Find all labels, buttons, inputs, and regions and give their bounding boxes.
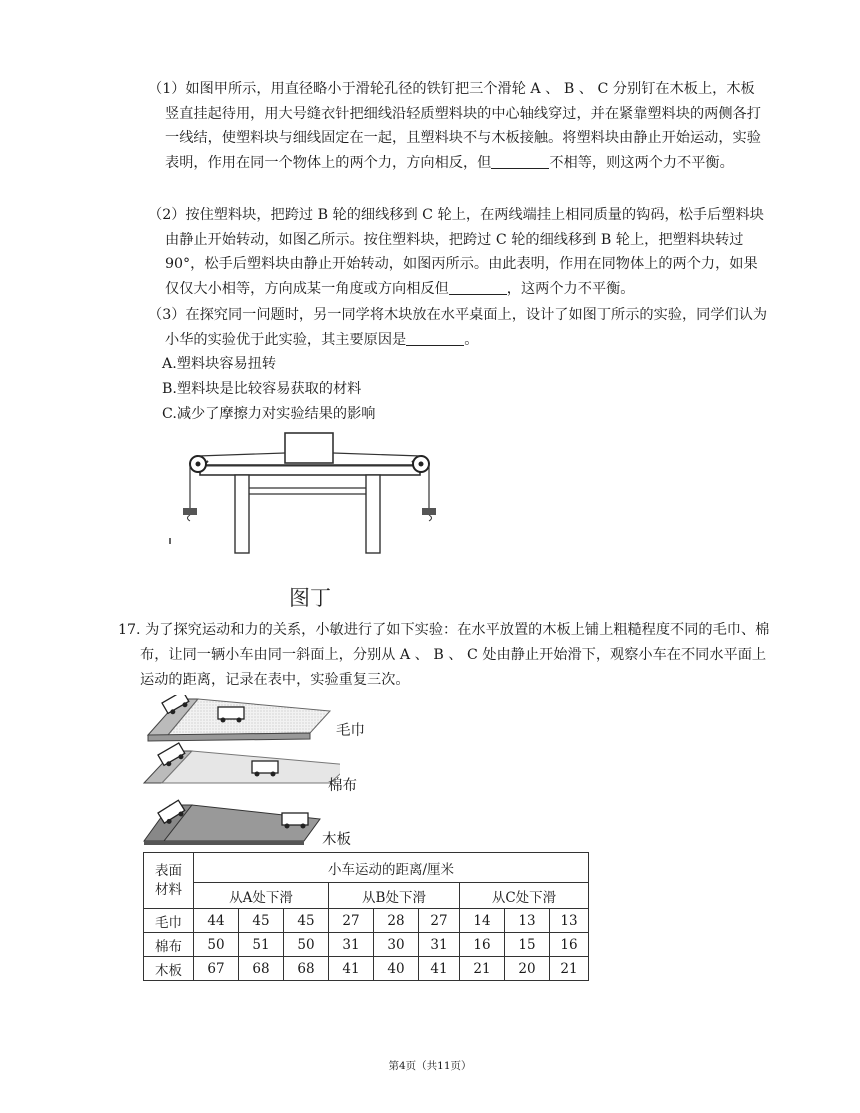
- corner-header: 表面 材料: [144, 853, 194, 909]
- option-c: C.减少了摩擦力对实验结果的影响: [162, 406, 376, 422]
- group-header-a: 从A处下滑: [194, 883, 329, 909]
- option-a: A.塑料块容易扭转: [162, 356, 277, 372]
- cell: 44: [194, 909, 239, 933]
- answer-blank-3[interactable]: [406, 331, 464, 346]
- cell: 51: [239, 933, 284, 957]
- q16-part1-end: 不相等，则这两个力不平衡。: [549, 154, 734, 171]
- cell: 30: [374, 933, 419, 957]
- cell: 41: [329, 957, 374, 981]
- cell: 27: [419, 909, 460, 933]
- table-row: [144, 957, 589, 981]
- figure-ding-label: 图丁: [289, 586, 331, 610]
- answer-blank-2[interactable]: [449, 280, 507, 295]
- cell: 45: [239, 909, 284, 933]
- cell: 68: [239, 957, 284, 981]
- q16-part3-end: 。: [464, 331, 479, 348]
- table-main-header: 小车运动的距离/厘米: [194, 853, 589, 883]
- cell: 50: [284, 933, 329, 957]
- cell: 41: [419, 957, 460, 981]
- figure-ding-diagram: [160, 428, 450, 563]
- group-header-b: 从B处下滑: [329, 883, 460, 909]
- q16-part2: [148, 203, 768, 301]
- row-material: 毛巾: [144, 909, 194, 933]
- cell: 31: [419, 933, 460, 957]
- cell: 16: [550, 933, 589, 957]
- cell: 14: [460, 909, 505, 933]
- cell: 28: [374, 909, 419, 933]
- table-row: [144, 909, 589, 933]
- q16-part3: [148, 303, 768, 352]
- cell: 31: [329, 933, 374, 957]
- q16-part2-text: （2）按住塑料块，把跨过 B 轮的细线移到 C 轮上，在两线端挂上相同质量的钩码，松手后塑料块由静止开始转动，如图乙所示。按住塑料块，把跨过 C 轮的细线移到 B 轮上，把塑料块转过 90°，松手后塑料块由静止开始转动，如图丙所示。由此表明，作用在同物体上的两个力，如果仅仅大小相等，方向成某一角度或方向相反但: [148, 207, 764, 297]
- q16-part1: [148, 77, 768, 175]
- cell: 13: [505, 909, 550, 933]
- label-wood: 木板: [322, 832, 351, 848]
- cell: 68: [284, 957, 329, 981]
- q17-text: 17. 为了探究运动和力的关系，小敏进行了如下实验：在水平放置的木板上铺上粗糙程度不同的毛巾、棉布，让同一辆小车由同一斜面上，分别从 A 、 B 、 C 处由静止开始滑下，观察小车在不同水平面上运动的距离，记录在表中，实验重复三次。: [118, 622, 770, 688]
- cell: 21: [460, 957, 505, 981]
- cell: 21: [550, 957, 589, 981]
- ramp-figure: [140, 695, 340, 850]
- row-material: 棉布: [144, 933, 194, 957]
- cell: 15: [505, 933, 550, 957]
- cell: 40: [374, 957, 419, 981]
- q16-part3-text: （3）在探究同一问题时，另一同学将木块放在水平桌面上，设计了如图丁所示的实验，同学们认为小华的实验优于此实验，其主要原因是: [148, 307, 768, 348]
- answer-blank-1[interactable]: [491, 154, 549, 169]
- cell: 20: [505, 957, 550, 981]
- option-b: B.塑料块是比较容易获取的材料: [162, 381, 362, 397]
- table-row: [144, 933, 589, 957]
- cell: 27: [329, 909, 374, 933]
- q16-part1-text: （1）如图甲所示，用直径略小于滑轮孔径的铁钉把三个滑轮 A 、 B 、 C 分别钉在木板上，木板竖直挂起待用，用大号缝衣针把细线沿轻质塑料块的中心轴线穿过，并在紧靠塑料块的两侧各打一线结，使塑料块与细线固定在一起，且塑料块不与木板接触。将塑料块由静止开始运动，实验表明，作用在同一个物体上的两个力，方向相反，但: [148, 81, 761, 171]
- page-footer: 第4页（共11页）: [388, 1060, 472, 1072]
- label-cotton: 棉布: [328, 778, 357, 794]
- label-towel: 毛巾: [336, 723, 365, 739]
- group-header-c: 从C处下滑: [460, 883, 589, 909]
- row-material: 木板: [144, 957, 194, 981]
- cell: 45: [284, 909, 329, 933]
- cell: 50: [194, 933, 239, 957]
- cell: 67: [194, 957, 239, 981]
- q16-part2-end: ，这两个力不平衡。: [506, 280, 635, 297]
- cell: 16: [460, 933, 505, 957]
- cell: 13: [550, 909, 589, 933]
- distance-table: [143, 852, 589, 981]
